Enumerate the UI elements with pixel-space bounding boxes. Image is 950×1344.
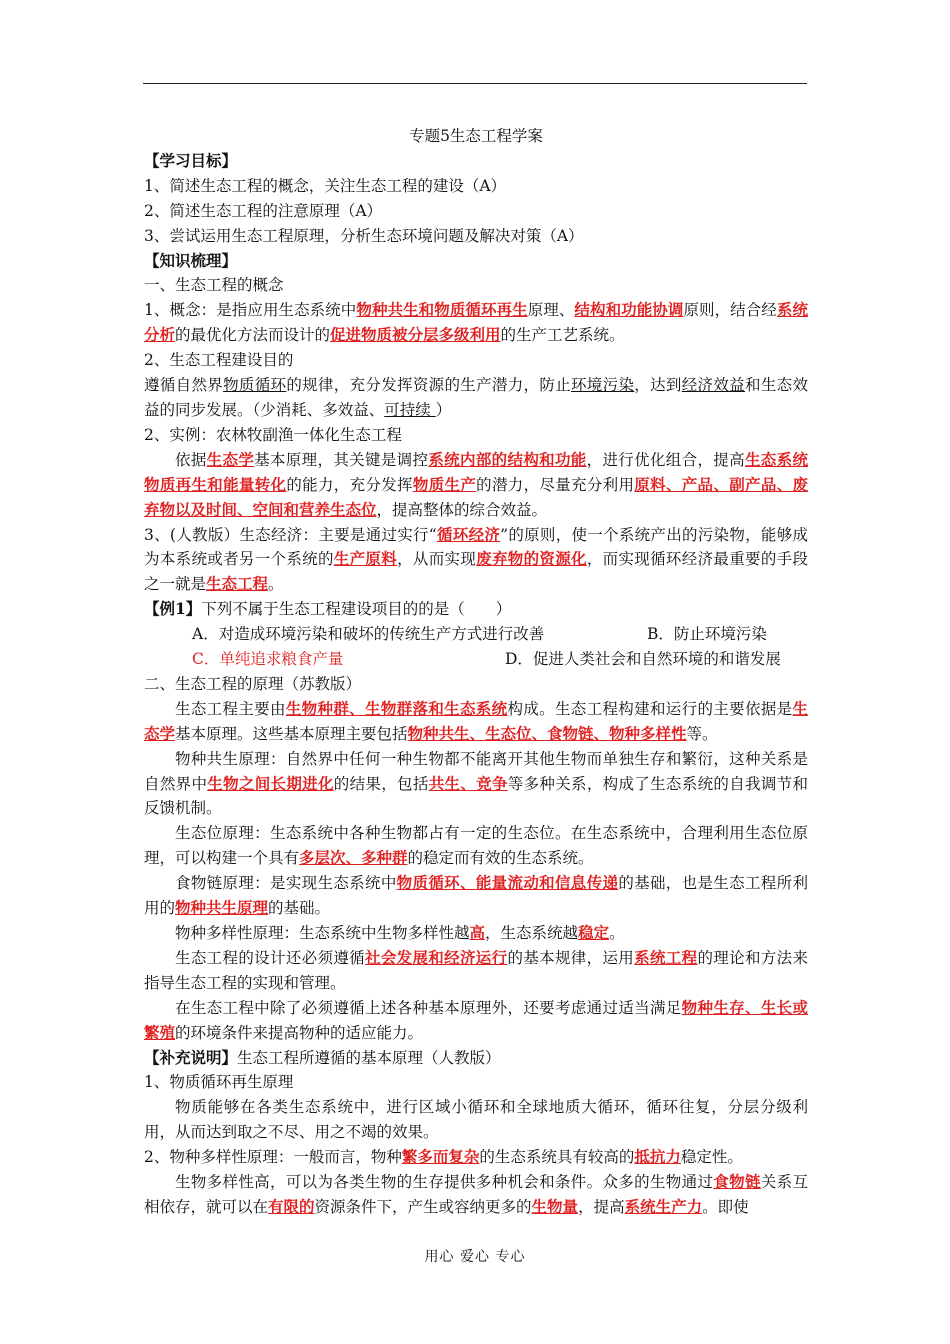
key-term: 生物种群、生物群落和生态系统 — [285, 698, 508, 718]
paragraph-biodiversity: 生物多样性高，可以为各类生物的生存提供多种机会和条件。众多的生物通过食物链关系互相依存，就可以在有限的资源条件下，产生或容纳更多的生物量，提高系统生产力。即使 — [144, 1172, 808, 1216]
supplement-label: 【补充说明】 — [144, 1047, 238, 1067]
supplement-heading: 【补充说明】生态工程所遵循的基本原理（人教版） — [144, 1047, 501, 1067]
example-question: 【例1】下列不属于生态工程建设项目的的是（ ） — [144, 599, 512, 619]
goal-item: 3、尝试运用生态工程原理，分析生态环境问题及解决对策（A） — [144, 226, 584, 245]
paragraph-goal: 遵循自然界物质循环的规律，充分发挥资源的生产潜力，防止环境污染，达到经济效益和生态效益的同步发展。（少消耗、多效益、可持续 ） — [144, 376, 808, 419]
document-body — [144, 124, 808, 1220]
key-term: 生物之间长期进化 — [207, 773, 334, 793]
key-term: 原料、产品、副产品、废弃物以及时间、空间和营养生态位 — [144, 474, 808, 519]
key-term: 促进物质被分层多级利用 — [330, 325, 501, 345]
options-row-2 — [144, 647, 808, 672]
key-term: 物种生存、生长或繁殖 — [144, 997, 808, 1042]
key-term: 结构和功能协调 — [574, 300, 684, 320]
paragraph-adaptation: 在生态工程中除了必须遵循上述各种基本原理外，还要考虑通过适当满足物种生存、生长或繁殖的环境条件来提高物种的适应能力。 — [144, 997, 808, 1042]
header-rule — [143, 83, 807, 84]
paragraph-food-chain: 食物链原理：是实现生态系统中物质循环、能量流动和信息传递的基础，也是生态工程所利用的物种共生原理的基础。 — [144, 873, 808, 918]
paragraph-design: 生态工程的设计还必须遵循社会发展和经济运行的基本规律，运用系统工程的理论和方法来指导生态工程的实现和管理。 — [144, 947, 808, 992]
key-term: 繁多而复杂 — [401, 1147, 480, 1167]
key-term: 废弃物的资源化 — [476, 549, 587, 569]
paragraph-concept: 1、概念：是指应用生态系统中物种共生和物质循环再生原理、结构和功能协调原则，结合经系统分析的最优化方法而设计的促进物质被分层多级利用的生产工艺系统。 — [144, 300, 808, 345]
paragraph-species-diversity: 2、物种多样性原理：一般而言，物种繁多而复杂的生态系统具有较高的抵抗力稳定性。 — [144, 1147, 743, 1167]
example-label: 【例1】 — [144, 599, 202, 619]
key-term: 高 — [469, 923, 486, 942]
option-b: B．防止环境污染 — [647, 625, 767, 644]
key-term: 生态学 — [144, 698, 808, 743]
key-term: 多层次、多种群 — [299, 848, 408, 868]
goal-item: 1、简述生态工程的概念，关注生态工程的建设（A） — [144, 176, 507, 195]
options-row-1 — [144, 622, 808, 647]
subheading: 一、生态工程的概念 — [144, 276, 284, 295]
paragraph-economy: 3、(人教版）生态经济：主要是通过实行“循环经济”的原则，使一个系统产出的污染物，能够成为本系统或者另一个系统的生产原料，从而实现废弃物的资源化，而实现循环经济最重要的手段之一就是生态工程。 — [144, 524, 808, 594]
subheading: 二、生态工程的原理（苏教版） — [144, 674, 362, 693]
key-term: 物种共生和物质循环再生 — [356, 300, 528, 320]
key-term: 系统工程 — [634, 947, 698, 967]
page-footer: 用心 爱心 专心 — [424, 1249, 526, 1265]
subheading: 2、生态工程建设目的 — [144, 351, 294, 370]
key-term: 物质循环、能量流动和信息传递 — [396, 873, 619, 893]
key-term: 生态学 — [206, 449, 255, 469]
key-term: 物质生产 — [412, 474, 477, 494]
key-term: 生态系统物质再生和能量转化 — [144, 449, 808, 494]
key-term: 系统分析 — [144, 300, 808, 345]
option-a: A．对造成环境污染和破坏的传统生产方式进行改善 — [192, 625, 545, 644]
key-term: 有限的 — [268, 1196, 315, 1216]
paragraph-diversity: 物种多样性原理：生态系统中生物多样性越高，生态系统越稳定。 — [175, 923, 625, 942]
paragraph-symbiosis: 物种共生原理：自然界中任何一种生物都不能离开其他生物而单独生存和繁衍，这种关系是自然界中生物之间长期进化的结果，包括共生、竞争等多种关系，构成了生态系统的自我调节和反馈机制。 — [144, 749, 808, 818]
section-heading-goals: 【学习目标】 — [144, 150, 238, 170]
key-term: 共生、竞争 — [428, 773, 508, 793]
key-term: 食物链 — [713, 1172, 761, 1192]
document-title: 专题5生态工程学案 — [409, 127, 543, 145]
goal-item: 2、简述生态工程的注意原理（A） — [144, 201, 383, 220]
key-term: 生物量 — [531, 1196, 579, 1216]
key-term: 物种共生原理 — [175, 898, 269, 918]
key-term: 循环经济 — [436, 524, 501, 544]
option-d: D．促进人类社会和自然环境的和谐发展 — [505, 650, 781, 669]
key-term: 生态工程 — [206, 574, 269, 594]
paragraph-principles: 生态工程主要由生物种群、生物群落和生态系统构成。生态工程构建和运行的主要依据是生态学基本原理。这些基本原理主要包括物种共生、生态位、食物链、物种多样性等。 — [144, 698, 808, 743]
subheading: 1、物质循环再生原理 — [144, 1073, 294, 1092]
subheading: 2、实例：农林牧副渔一体化生态工程 — [144, 425, 402, 444]
key-term: 社会发展和经济运行 — [364, 947, 508, 967]
key-term: 系统内部的结构和功能 — [428, 449, 587, 469]
section-heading-knowledge: 【知识梳理】 — [144, 250, 238, 270]
key-term: 生产原料 — [333, 549, 398, 569]
key-term: 物种共生、生态位、食物链、物种多样性 — [407, 723, 687, 743]
option-c: C．单纯追求粮食产量 — [192, 650, 344, 669]
key-term: 稳定 — [578, 923, 610, 942]
key-term: 抵抗力 — [634, 1147, 681, 1167]
paragraph-niche: 生态位原理：生态系统中各种生物都占有一定的生态位。在生态系统中，合理利用生态位原理，可以构建一个具有多层次、多种群的稳定而有效的生态系统。 — [144, 824, 808, 868]
key-term: 系统生产力 — [624, 1196, 703, 1216]
paragraph-cycle: 物质能够在各类生态系统中，进行区域小循环和全球地质大循环，循环往复，分层分级利用，从而达到取之不尽、用之不竭的效果。 — [144, 1098, 808, 1142]
paragraph-example: 依据生态学基本原理，其关键是调控系统内部的结构和功能，进行优化组合，提高生态系统物质再生和能量转化的能力，充分发挥物质生产的潜力，尽量充分利用原料、产品、副产品、废弃物以及时间、空间和营养生态位，提高整体的综合效益。 — [144, 449, 808, 519]
